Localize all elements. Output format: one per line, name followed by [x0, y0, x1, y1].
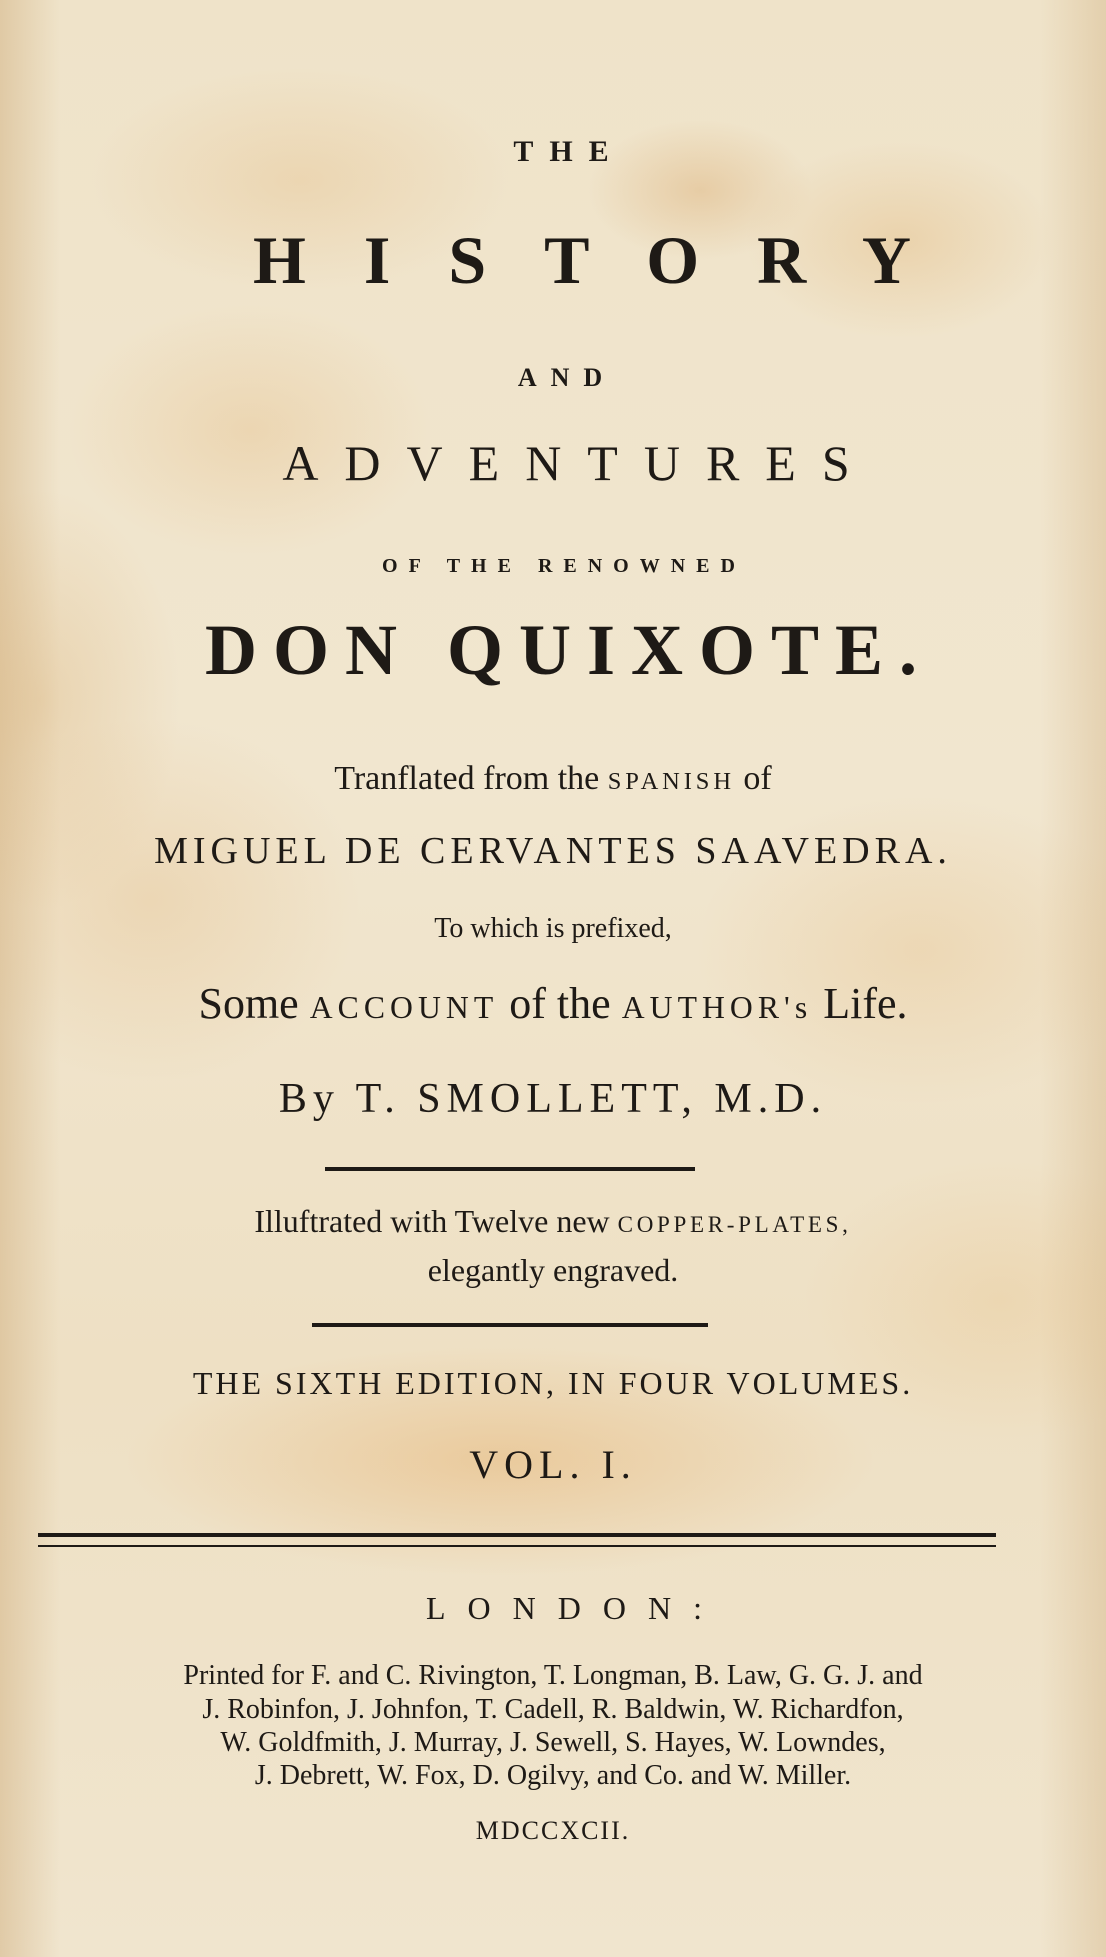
imprint-line-3: W. Goldfmith, J. Murray, J. Sewell, S. Hayes, W. Lowndes,: [220, 1727, 886, 1758]
title-and: AND: [517, 363, 617, 392]
engraved-line: elegantly engraved.: [427, 1252, 679, 1288]
illustrated-copper-plates: COPPER-PLATES,: [617, 1211, 852, 1237]
translation-line: [0, 762, 1106, 796]
illustrated-text: Illuftrated with Twelve new: [254, 1203, 618, 1239]
year-line: MDCCXCII.: [475, 1816, 631, 1845]
divider-rule-1: [325, 1167, 695, 1171]
imprint-line-2: J. Robinfon, J. Johnfon, T. Cadell, R. Baldwin, W. Richardfon,: [202, 1694, 904, 1725]
title-the: THE: [513, 135, 625, 168]
illustrated-line: [0, 1205, 1106, 1237]
by-line: By T. SMOLLETT, M.D.: [278, 1076, 828, 1122]
divider-rule-3a: [38, 1533, 996, 1537]
account-word-author: AUTHOR's: [621, 990, 813, 1025]
account-word-life: Life.: [812, 979, 908, 1028]
title-don-quixote: DON QUIXOTE.: [204, 610, 934, 690]
title-history: HISTORY: [252, 222, 970, 298]
prefixed-line: To which is prefixed,: [434, 913, 672, 944]
title-adventures: ADVENTURES: [282, 435, 876, 491]
divider-rule-2: [312, 1323, 708, 1327]
account-line: [0, 979, 1106, 1028]
place-line: LONDON:: [426, 1590, 724, 1626]
volume-line: VOL. I.: [469, 1442, 637, 1487]
divider-rule-3b: [38, 1545, 996, 1547]
author-name: MIGUEL DE CERVANTES SAAVEDRA.: [154, 830, 952, 872]
translation-prefix: Tranflated from the: [334, 760, 600, 797]
account-word-of-the: of the: [498, 979, 622, 1028]
account-word-some: Some: [198, 979, 310, 1028]
title-of-the-renowned: OF THE RENOWNED: [382, 555, 746, 577]
translation-suffix: of: [743, 760, 772, 797]
imprint-line-1: Printed for F. and C. Rivington, T. Longman, B. Law, G. G. J. and: [183, 1660, 923, 1691]
translation-language: SPANISH: [607, 768, 735, 795]
imprint-line-4: J. Debrett, W. Fox, D. Ogilvy, and Co. and W. Miller.: [254, 1760, 852, 1791]
account-word-account: ACCOUNT: [309, 990, 499, 1025]
edition-line: THE SIXTH EDITION, IN FOUR VOLUMES.: [192, 1365, 914, 1401]
